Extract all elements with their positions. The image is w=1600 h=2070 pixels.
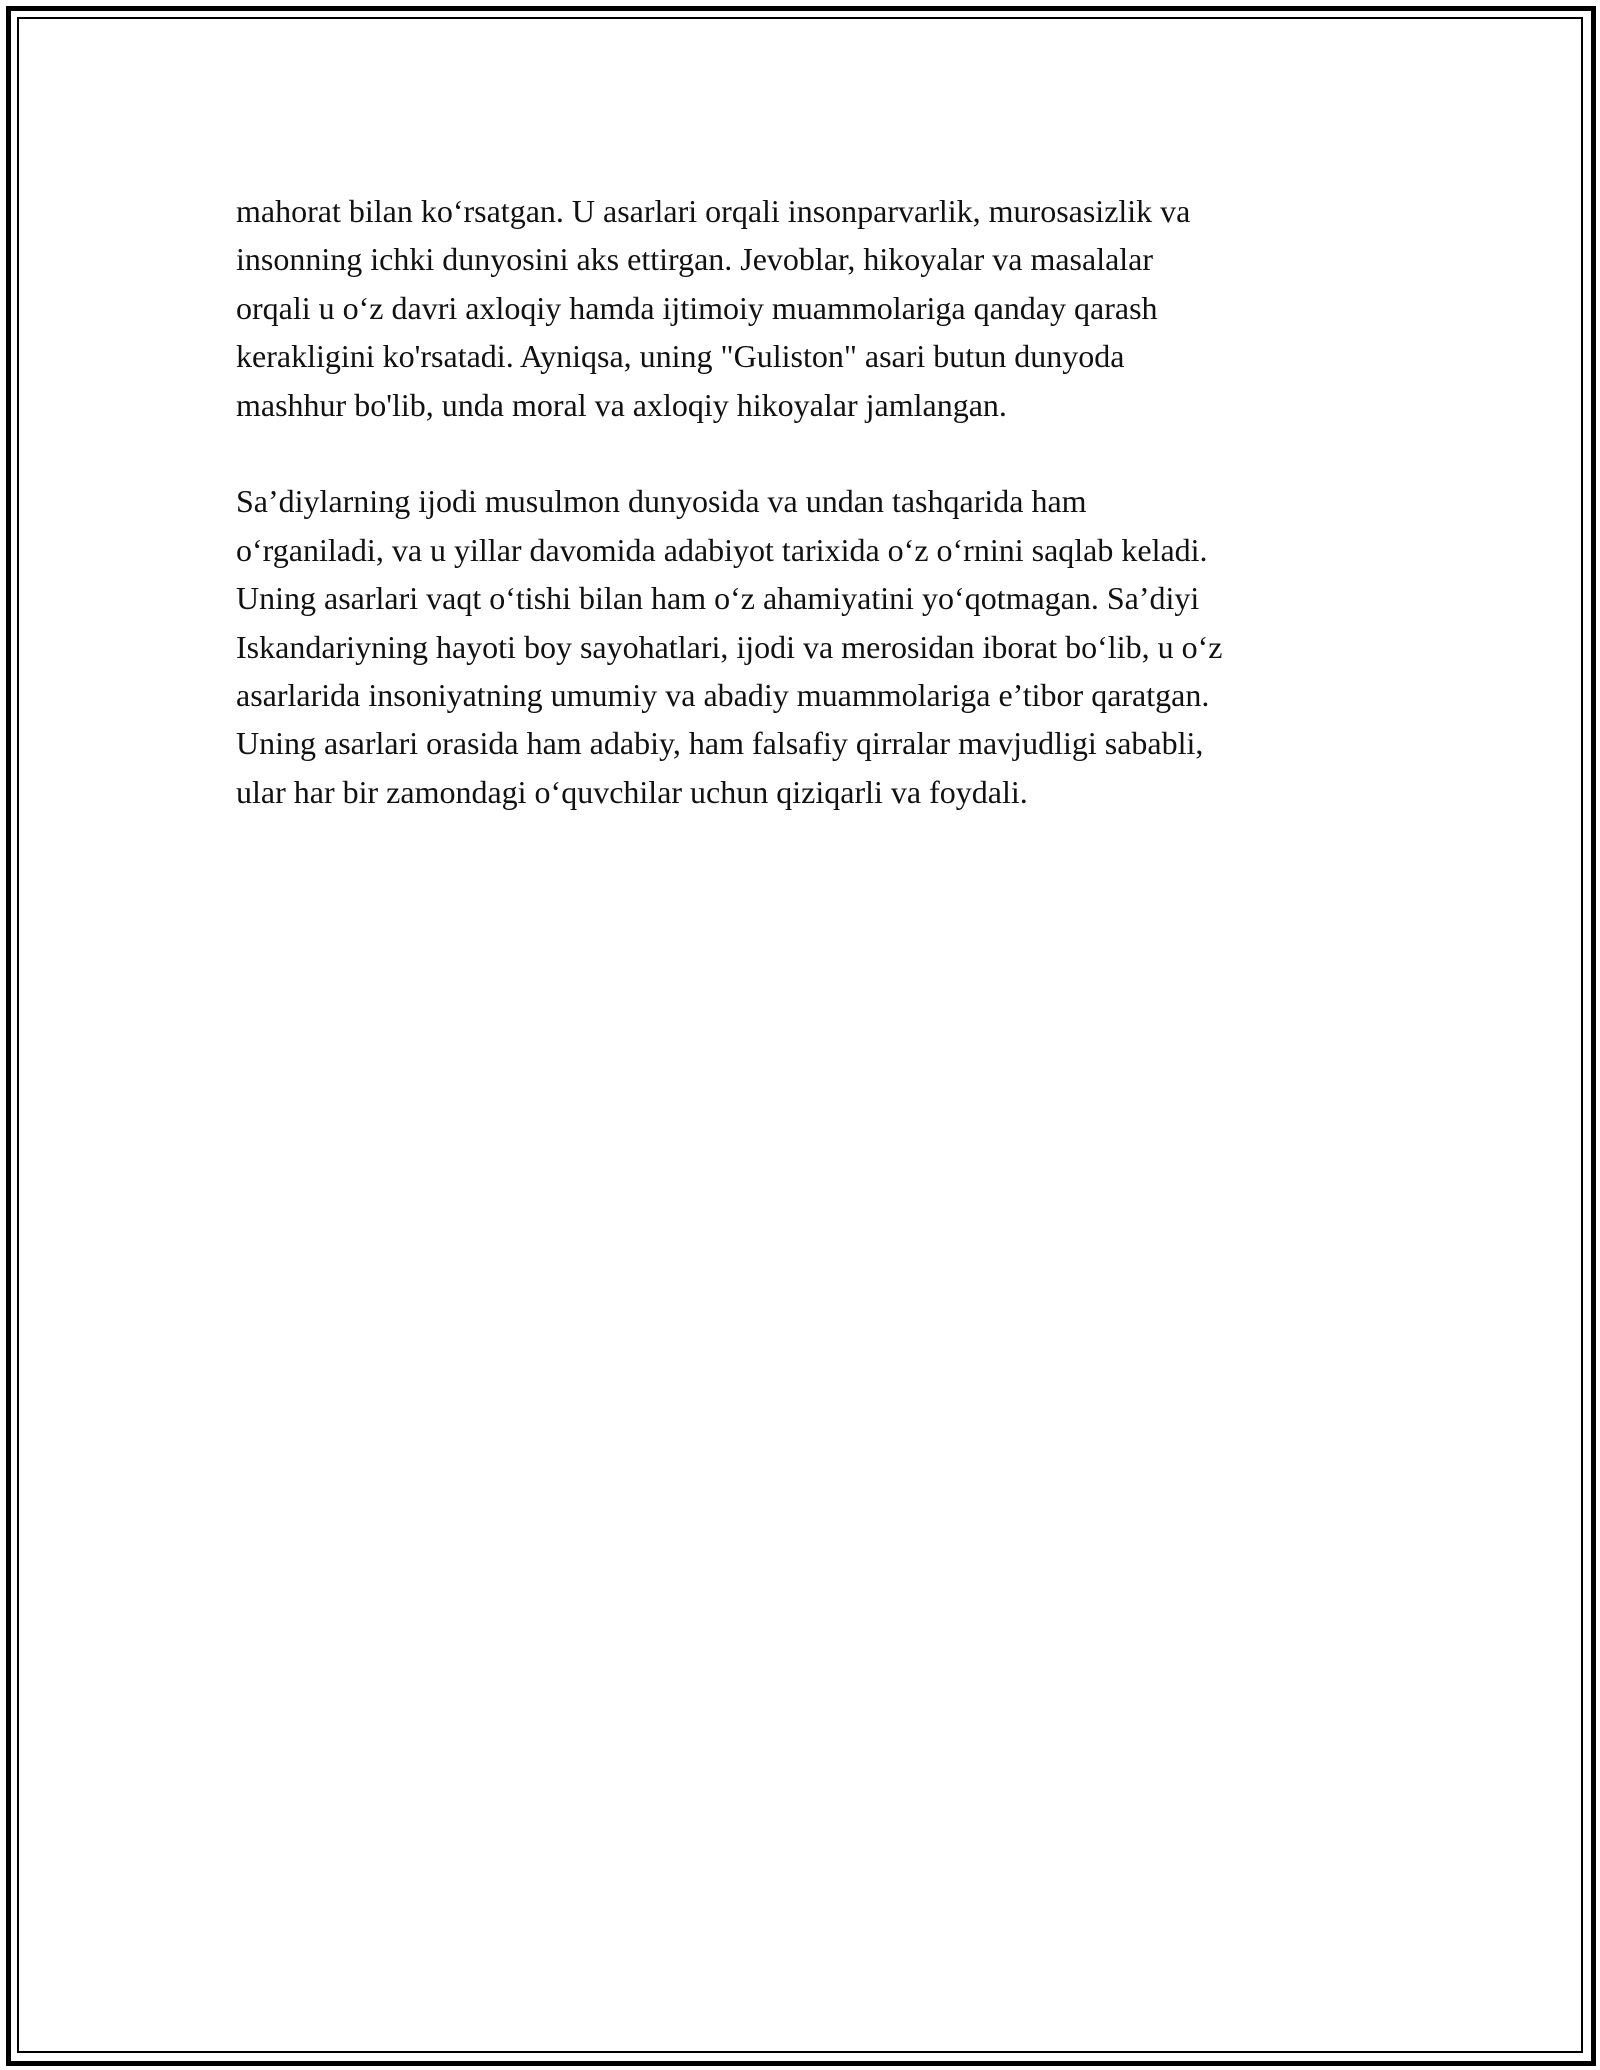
text-line: asarlarida insoniyatning umumiy va abadiy muammolariga e’tibor qaratgan. bbox=[236, 677, 1210, 714]
text-line: kerakligini ko'rsatadi. Ayniqsa, uning "Guliston" asari butun dunyoda bbox=[236, 338, 1125, 375]
text-line: ular har bir zamondagi o‘quvchilar uchun qiziqarli va foydali. bbox=[236, 773, 1028, 810]
document-body bbox=[236, 187, 1396, 816]
paragraph-spacer bbox=[236, 429, 1396, 477]
text-line: mashhur bo'lib, unda moral va axloqiy hikoyalar jamlangan. bbox=[236, 386, 1007, 423]
text-line: Iskandariyning hayoti boy sayohatlari, ijodi va merosidan iborat bo‘lib, u o‘z bbox=[236, 628, 1223, 665]
text-line: insonning ichki dunyosini aks ettirgan. Jevoblar, hikoyalar va masalalar bbox=[236, 241, 1154, 278]
text-line: Uning asarlari orasida ham adabiy, ham falsafiy qirralar mavjudligi sababli, bbox=[236, 725, 1204, 762]
text-line: orqali u o‘z davri axloqiy hamda ijtimoiy muammolariga qanday qarash bbox=[236, 289, 1158, 326]
text-line: mahorat bilan ko‘rsatgan. U asarlari orqali insonparvarlik, murosasizlik va bbox=[236, 193, 1191, 229]
text-line: Uning asarlari vaqt o‘tishi bilan ham o‘z ahamiyatini yo‘qotmagan. Sa’diyi bbox=[236, 580, 1200, 617]
text-line: o‘rganiladi, va u yillar davomida adabiyot tarixida o‘z o‘rnini saqlab keladi. bbox=[236, 531, 1208, 568]
paragraph-2 bbox=[236, 477, 1396, 816]
paragraph-1 bbox=[236, 187, 1396, 429]
text-line: Sa’diylarning ijodi musulmon dunyosida va undan tashqarida ham bbox=[236, 483, 1087, 520]
